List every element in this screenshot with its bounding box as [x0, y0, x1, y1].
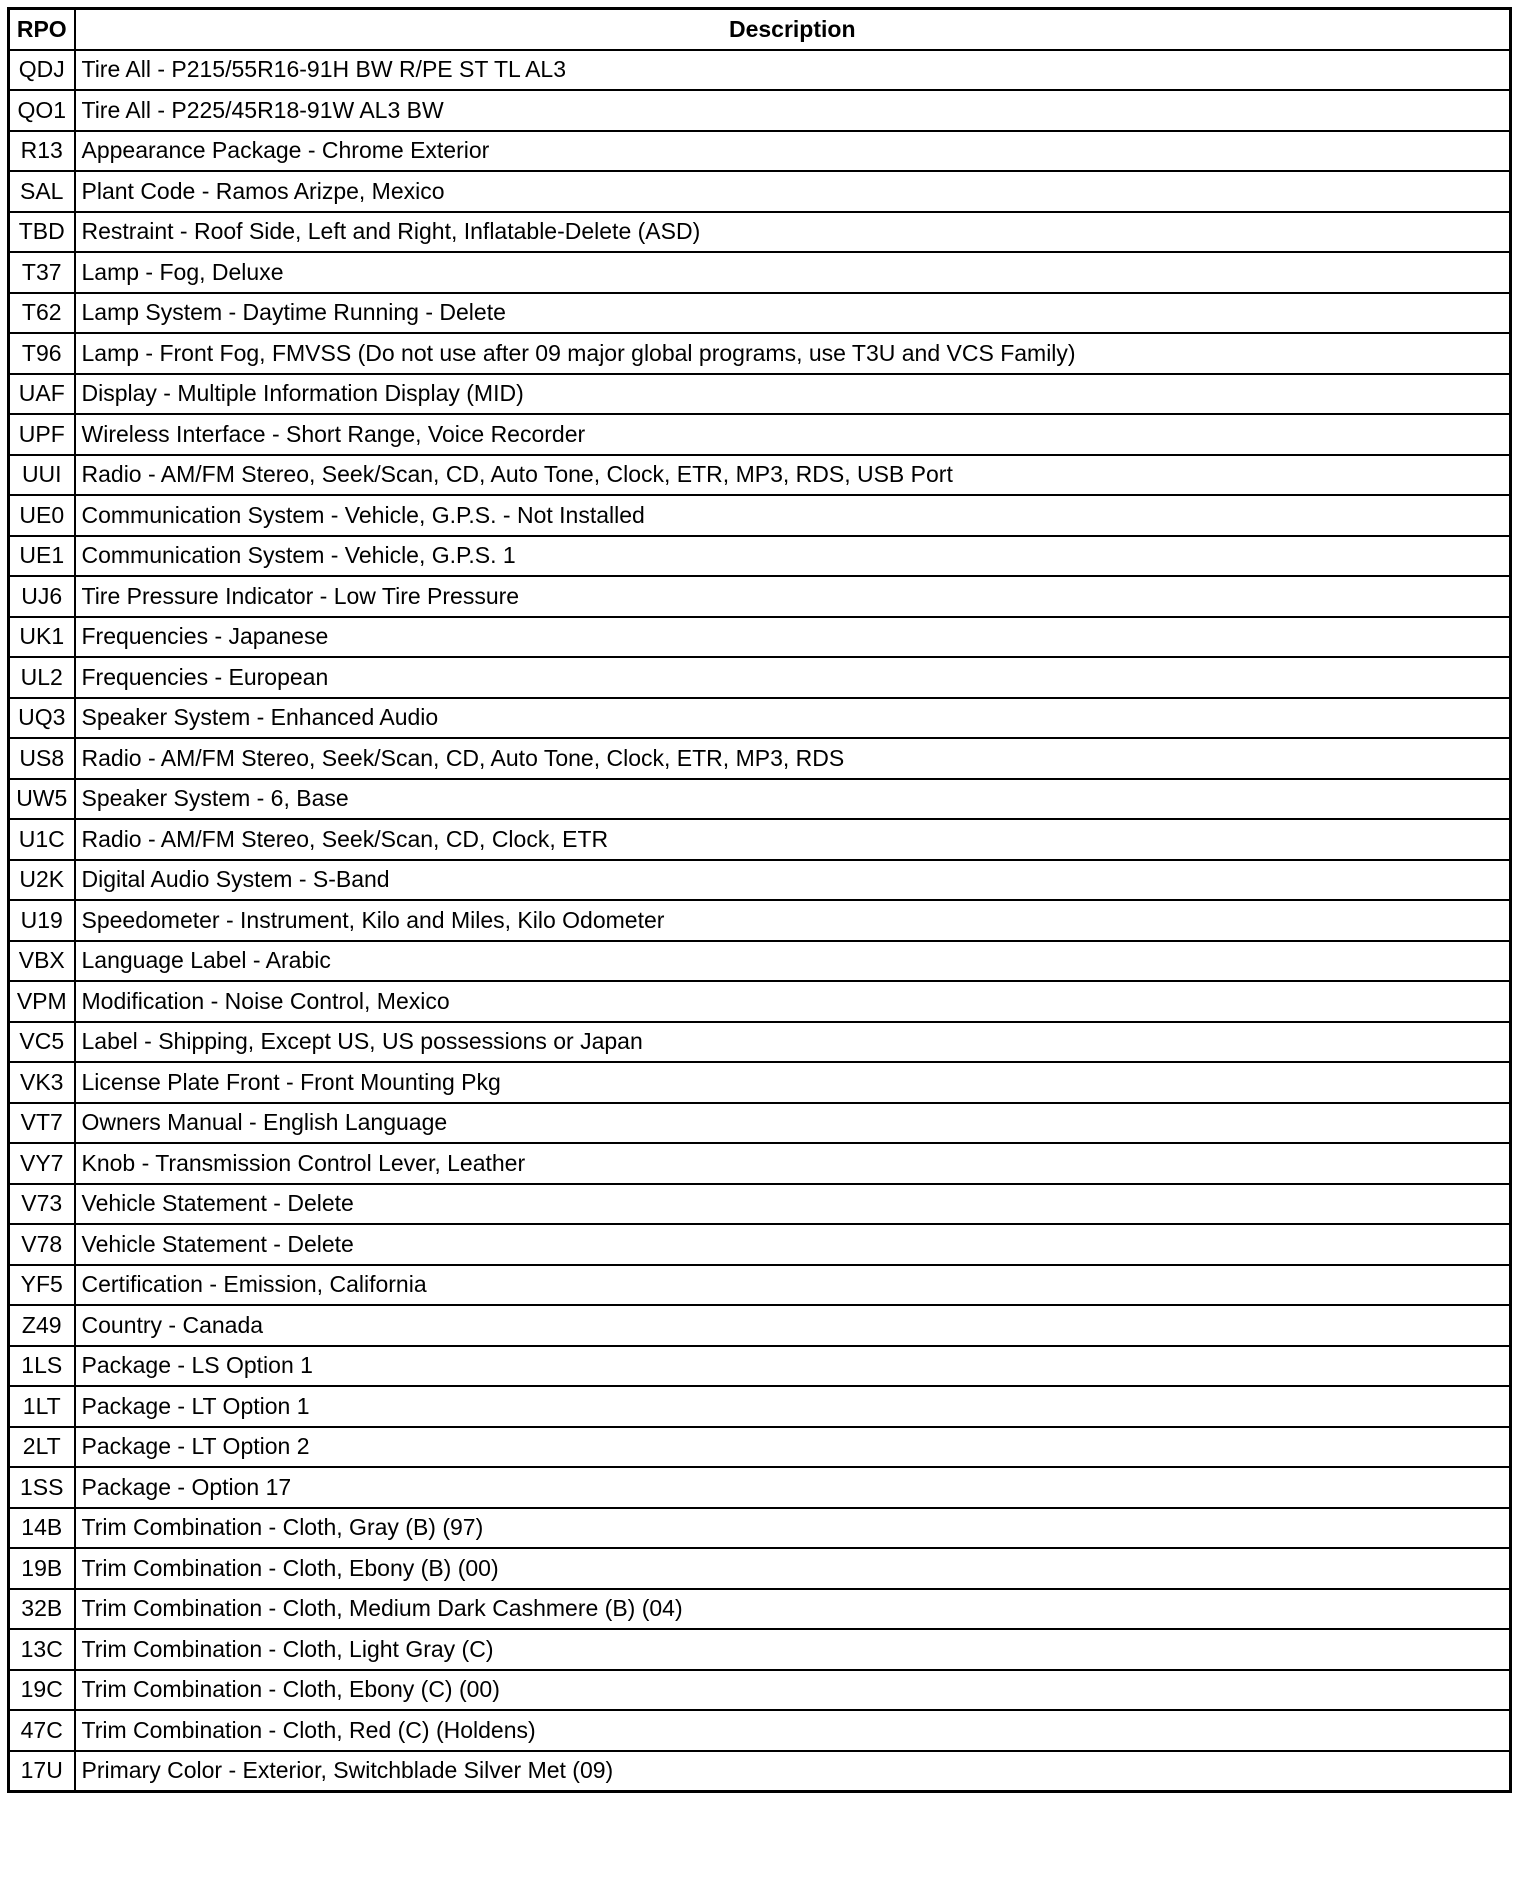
- description-cell: Trim Combination - Cloth, Ebony (C) (00): [75, 1670, 1511, 1711]
- table-row: [9, 50, 1511, 91]
- rpo-code-cell: TBD: [9, 212, 75, 253]
- description-cell: Package - LT Option 1: [75, 1386, 1511, 1427]
- description-cell: Lamp - Fog, Deluxe: [75, 252, 1511, 293]
- rpo-code-cell: T96: [9, 333, 75, 374]
- description-cell: Package - LS Option 1: [75, 1346, 1511, 1387]
- description-cell: Primary Color - Exterior, Switchblade Silver Met (09): [75, 1751, 1511, 1792]
- rpo-code-cell: QO1: [9, 90, 75, 131]
- table-row: [9, 1710, 1511, 1751]
- rpo-code-cell: 2LT: [9, 1427, 75, 1468]
- rpo-code-cell: UUI: [9, 455, 75, 496]
- description-cell: Lamp - Front Fog, FMVSS (Do not use after 09 major global programs, use T3U and VCS Family): [75, 333, 1511, 374]
- table-row: [9, 212, 1511, 253]
- rpo-code-cell: SAL: [9, 171, 75, 212]
- table-row: [9, 900, 1511, 941]
- rpo-code-cell: UE1: [9, 536, 75, 577]
- table-row: [9, 779, 1511, 820]
- rpo-code-cell: 14B: [9, 1508, 75, 1549]
- table-row: [9, 1629, 1511, 1670]
- rpo-code-cell: Z49: [9, 1305, 75, 1346]
- description-cell: Frequencies - European: [75, 657, 1511, 698]
- description-cell: Radio - AM/FM Stereo, Seek/Scan, CD, Auto Tone, Clock, ETR, MP3, RDS: [75, 738, 1511, 779]
- description-cell: Appearance Package - Chrome Exterior: [75, 131, 1511, 172]
- description-cell: Tire All - P215/55R16-91H BW R/PE ST TL AL3: [75, 50, 1511, 91]
- description-cell: Language Label - Arabic: [75, 941, 1511, 982]
- description-cell: Communication System - Vehicle, G.P.S. 1: [75, 536, 1511, 577]
- description-cell: Package - Option 17: [75, 1467, 1511, 1508]
- table-row: [9, 90, 1511, 131]
- table-row: [9, 1548, 1511, 1589]
- rpo-code-cell: T62: [9, 293, 75, 334]
- rpo-code-cell: UPF: [9, 414, 75, 455]
- description-cell: Modification - Noise Control, Mexico: [75, 981, 1511, 1022]
- rpo-code-cell: 1SS: [9, 1467, 75, 1508]
- rpo-code-cell: 32B: [9, 1589, 75, 1630]
- rpo-code-cell: 1LT: [9, 1386, 75, 1427]
- table-row: [9, 333, 1511, 374]
- rpo-code-cell: R13: [9, 131, 75, 172]
- rpo-code-cell: V73: [9, 1184, 75, 1225]
- table-row: [9, 576, 1511, 617]
- table-row: [9, 252, 1511, 293]
- table-row: [9, 698, 1511, 739]
- description-cell: Communication System - Vehicle, G.P.S. - Not Installed: [75, 495, 1511, 536]
- description-cell: Radio - AM/FM Stereo, Seek/Scan, CD, Auto Tone, Clock, ETR, MP3, RDS, USB Port: [75, 455, 1511, 496]
- rpo-code-cell: UE0: [9, 495, 75, 536]
- description-cell: Frequencies - Japanese: [75, 617, 1511, 658]
- rpo-code-cell: VY7: [9, 1143, 75, 1184]
- description-cell: Label - Shipping, Except US, US possessions or Japan: [75, 1022, 1511, 1063]
- rpo-code-cell: 19C: [9, 1670, 75, 1711]
- table-row: [9, 738, 1511, 779]
- table-row: [9, 657, 1511, 698]
- rpo-code-cell: U2K: [9, 860, 75, 901]
- description-cell: Trim Combination - Cloth, Gray (B) (97): [75, 1508, 1511, 1549]
- description-cell: Vehicle Statement - Delete: [75, 1224, 1511, 1265]
- description-cell: Trim Combination - Cloth, Ebony (B) (00): [75, 1548, 1511, 1589]
- table-row: [9, 617, 1511, 658]
- rpo-code-cell: UW5: [9, 779, 75, 820]
- rpo-code-cell: UK1: [9, 617, 75, 658]
- description-cell: Wireless Interface - Short Range, Voice Recorder: [75, 414, 1511, 455]
- rpo-code-cell: 19B: [9, 1548, 75, 1589]
- table-row: [9, 1386, 1511, 1427]
- rpo-code-cell: VPM: [9, 981, 75, 1022]
- table-row: [9, 819, 1511, 860]
- header-description: Description: [75, 9, 1511, 50]
- description-cell: Tire Pressure Indicator - Low Tire Pressure: [75, 576, 1511, 617]
- description-cell: Restraint - Roof Side, Left and Right, Inflatable-Delete (ASD): [75, 212, 1511, 253]
- rpo-code-cell: UL2: [9, 657, 75, 698]
- rpo-code-cell: YF5: [9, 1265, 75, 1306]
- table-row: [9, 1022, 1511, 1063]
- table-row: [9, 131, 1511, 172]
- table-row: [9, 495, 1511, 536]
- rpo-code-cell: V78: [9, 1224, 75, 1265]
- description-cell: Knob - Transmission Control Lever, Leather: [75, 1143, 1511, 1184]
- rpo-code-cell: UJ6: [9, 576, 75, 617]
- table-row: [9, 414, 1511, 455]
- description-cell: Plant Code - Ramos Arizpe, Mexico: [75, 171, 1511, 212]
- rpo-table: [7, 7, 1512, 1793]
- rpo-code-cell: T37: [9, 252, 75, 293]
- description-cell: License Plate Front - Front Mounting Pkg: [75, 1062, 1511, 1103]
- description-cell: Trim Combination - Cloth, Red (C) (Holdens): [75, 1710, 1511, 1751]
- description-cell: Display - Multiple Information Display (MID): [75, 374, 1511, 415]
- rpo-code-cell: US8: [9, 738, 75, 779]
- table-row: [9, 293, 1511, 334]
- description-cell: Tire All - P225/45R18-91W AL3 BW: [75, 90, 1511, 131]
- description-cell: Vehicle Statement - Delete: [75, 1184, 1511, 1225]
- description-cell: Lamp System - Daytime Running - Delete: [75, 293, 1511, 334]
- rpo-code-cell: UAF: [9, 374, 75, 415]
- table-row: [9, 941, 1511, 982]
- table-row: [9, 1467, 1511, 1508]
- rpo-code-cell: 17U: [9, 1751, 75, 1792]
- table-row: [9, 171, 1511, 212]
- rpo-code-cell: UQ3: [9, 698, 75, 739]
- table-row: [9, 1265, 1511, 1306]
- rpo-code-cell: VK3: [9, 1062, 75, 1103]
- table-row: [9, 1751, 1511, 1792]
- description-cell: Package - LT Option 2: [75, 1427, 1511, 1468]
- table-row: [9, 536, 1511, 577]
- table-row: [9, 1427, 1511, 1468]
- table-row: [9, 455, 1511, 496]
- description-cell: Radio - AM/FM Stereo, Seek/Scan, CD, Clock, ETR: [75, 819, 1511, 860]
- rpo-code-cell: U1C: [9, 819, 75, 860]
- rpo-code-cell: 13C: [9, 1629, 75, 1670]
- description-cell: Digital Audio System - S-Band: [75, 860, 1511, 901]
- header-row: [9, 9, 1511, 50]
- table-row: [9, 981, 1511, 1022]
- table-row: [9, 1305, 1511, 1346]
- rpo-code-cell: VC5: [9, 1022, 75, 1063]
- rpo-code-cell: 47C: [9, 1710, 75, 1751]
- description-cell: Country - Canada: [75, 1305, 1511, 1346]
- description-cell: Trim Combination - Cloth, Medium Dark Cashmere (B) (04): [75, 1589, 1511, 1630]
- rpo-code-cell: QDJ: [9, 50, 75, 91]
- description-cell: Speaker System - Enhanced Audio: [75, 698, 1511, 739]
- table-row: [9, 1224, 1511, 1265]
- table-row: [9, 1589, 1511, 1630]
- table-row: [9, 374, 1511, 415]
- table-row: [9, 1508, 1511, 1549]
- table-row: [9, 1670, 1511, 1711]
- description-cell: Certification - Emission, California: [75, 1265, 1511, 1306]
- rpo-code-cell: VT7: [9, 1103, 75, 1144]
- header-rpo: RPO: [9, 9, 75, 50]
- table-row: [9, 860, 1511, 901]
- rpo-code-cell: VBX: [9, 941, 75, 982]
- rpo-code-cell: U19: [9, 900, 75, 941]
- description-cell: Trim Combination - Cloth, Light Gray (C): [75, 1629, 1511, 1670]
- table-row: [9, 1346, 1511, 1387]
- table-row: [9, 1184, 1511, 1225]
- description-cell: Speaker System - 6, Base: [75, 779, 1511, 820]
- description-cell: Speedometer - Instrument, Kilo and Miles, Kilo Odometer: [75, 900, 1511, 941]
- table-header: [9, 9, 1511, 50]
- table-row: [9, 1143, 1511, 1184]
- table-body: [9, 50, 1511, 1792]
- table-row: [9, 1103, 1511, 1144]
- rpo-code-cell: 1LS: [9, 1346, 75, 1387]
- table-row: [9, 1062, 1511, 1103]
- description-cell: Owners Manual - English Language: [75, 1103, 1511, 1144]
